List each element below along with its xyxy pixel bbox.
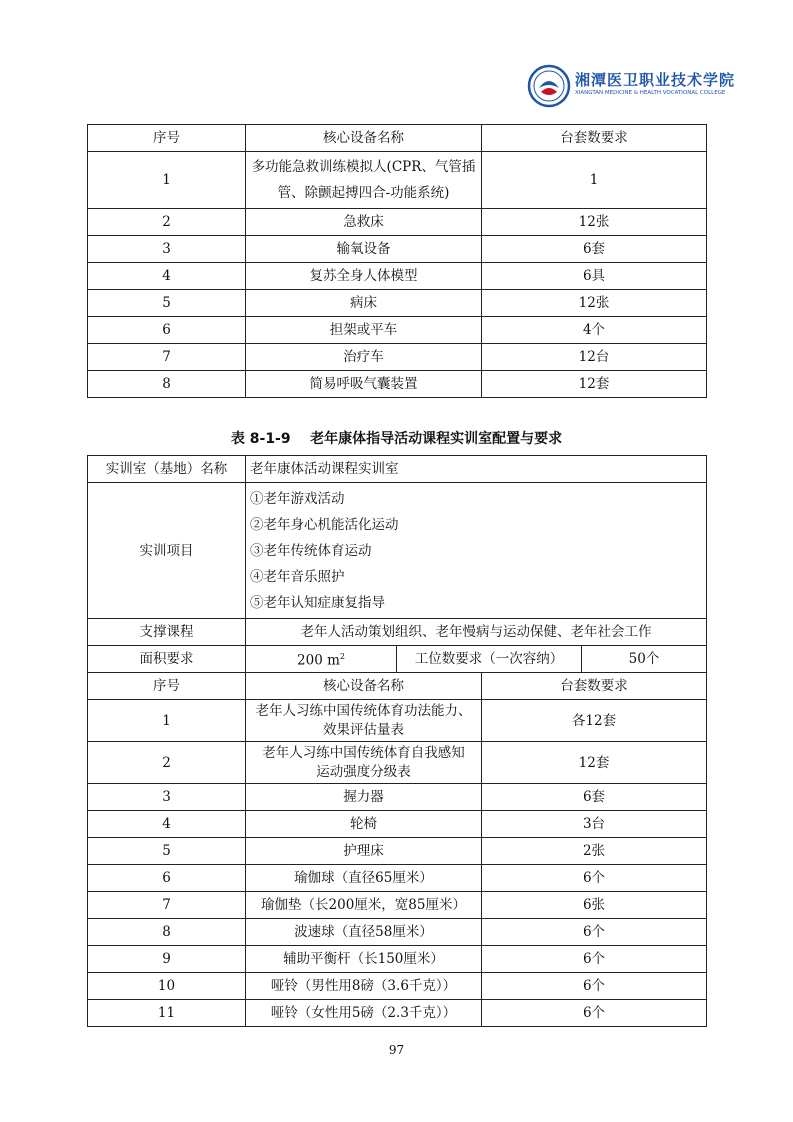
- header-no: 序号: [88, 125, 246, 152]
- logo-english-name: XIANGTAN MEDICINE & HEALTH VOCATIONAL COLLEGE: [575, 90, 726, 96]
- row-qty: 6个: [482, 919, 707, 946]
- area-unit-sup: 2: [339, 652, 345, 662]
- project-label: 实训项目: [88, 483, 246, 619]
- row-qty: 6个: [482, 946, 707, 973]
- row-qty: 6个: [482, 973, 707, 1000]
- college-emblem-icon: [527, 64, 571, 108]
- project-item: ④老年音乐照护: [250, 568, 345, 585]
- row-no: 5: [88, 838, 246, 865]
- project-item: ①老年游戏活动: [250, 490, 345, 507]
- row-no: 1: [88, 152, 246, 209]
- project-item: ③老年传统体育运动: [250, 542, 372, 559]
- row-qty: 6张: [482, 892, 707, 919]
- row-name: 波速球（直径58厘米）: [246, 919, 482, 946]
- station-label: 工位数要求（一次容纳）: [397, 646, 582, 673]
- row-name-line: 效果评估量表: [323, 721, 404, 738]
- row-name: 瑜伽球（直径65厘米）: [246, 865, 482, 892]
- course-value: 老年人活动策划组织、老年慢病与运动保健、老年社会工作: [246, 619, 707, 646]
- row-no: 8: [88, 371, 246, 398]
- row-no: 2: [88, 742, 246, 784]
- college-logo: [527, 64, 736, 108]
- row-no: 4: [88, 263, 246, 290]
- row-qty: 12套: [482, 371, 707, 398]
- row-name-line: 老年人习练中国传统体育功法能力、: [255, 702, 472, 719]
- row-name: 治疗车: [246, 344, 482, 371]
- row-no: 7: [88, 892, 246, 919]
- row-no: 9: [88, 946, 246, 973]
- row-name: [246, 742, 482, 784]
- row-qty: 2张: [482, 838, 707, 865]
- row-qty: 6个: [482, 865, 707, 892]
- row-name: 轮椅: [246, 811, 482, 838]
- row-qty: 1: [482, 152, 707, 209]
- header-name: 核心设备名称: [246, 125, 482, 152]
- row-qty: 各12套: [482, 700, 707, 742]
- row-no: 5: [88, 290, 246, 317]
- row-name: 病床: [246, 290, 482, 317]
- row-name: 辅助平衡杆（长150厘米）: [246, 946, 482, 973]
- row-name: 输氧设备: [246, 236, 482, 263]
- row-no: 1: [88, 700, 246, 742]
- row-no: 3: [88, 784, 246, 811]
- row-qty: 12张: [482, 209, 707, 236]
- project-item: ②老年身心机能活化运动: [250, 516, 399, 533]
- row-no: 3: [88, 236, 246, 263]
- row-no: 6: [88, 865, 246, 892]
- project-item: ⑤老年认知症康复指导: [250, 594, 385, 611]
- area-label: 面积要求: [88, 646, 246, 673]
- table-caption: 表 8-1-9 老年康体指导活动课程实训室配置与要求: [230, 431, 563, 447]
- row-no: 7: [88, 344, 246, 371]
- row-no: 2: [88, 209, 246, 236]
- station-value: 50个: [582, 646, 707, 673]
- row-name: 复苏全身人体模型: [246, 263, 482, 290]
- row-qty: 3台: [482, 811, 707, 838]
- row-no: 4: [88, 811, 246, 838]
- row-qty: 4个: [482, 317, 707, 344]
- page-number: 97: [388, 1043, 405, 1057]
- row-name: 简易呼吸气囊装置: [246, 371, 482, 398]
- area-value-text: 200 m: [297, 652, 340, 669]
- room-label: 实训室（基地）名称: [88, 456, 246, 483]
- row-name: 急救床: [246, 209, 482, 236]
- row-name: 哑铃（女性用5磅（2.3千克））: [246, 1000, 482, 1027]
- row-no: 8: [88, 919, 246, 946]
- row-qty: 12台: [482, 344, 707, 371]
- row-qty: 6具: [482, 263, 707, 290]
- area-value: [246, 646, 397, 673]
- row-name-line: 运动强度分级表: [316, 763, 411, 780]
- header-name: 核心设备名称: [246, 673, 482, 700]
- row-qty: 6套: [482, 236, 707, 263]
- row-name: 握力器: [246, 784, 482, 811]
- row-no: 10: [88, 973, 246, 1000]
- row-qty: 6套: [482, 784, 707, 811]
- row-no: 11: [88, 1000, 246, 1027]
- project-list: [246, 483, 707, 619]
- equipment-table-1: [87, 124, 707, 398]
- row-no: 6: [88, 317, 246, 344]
- course-label: 支撑课程: [88, 619, 246, 646]
- row-name: 哑铃（男性用8磅（3.6千克））: [246, 973, 482, 1000]
- row-name: 瑜伽垫（长200厘米，宽85厘米）: [246, 892, 482, 919]
- logo-chinese-name: 湘潭医卫职业技术学院: [575, 71, 736, 89]
- header-no: 序号: [88, 673, 246, 700]
- equipment-table-2: [87, 455, 707, 1027]
- row-name: 多功能急救训练模拟人(CPR、气管插管、除颤起搏四合-功能系统): [246, 152, 482, 209]
- row-qty: 12套: [482, 742, 707, 784]
- header-qty: 台套数要求: [482, 125, 707, 152]
- row-qty: 6个: [482, 1000, 707, 1027]
- header-qty: 台套数要求: [482, 673, 707, 700]
- row-name: [246, 700, 482, 742]
- room-value: 老年康体活动课程实训室: [246, 456, 707, 483]
- row-name: 担架或平车: [246, 317, 482, 344]
- row-name-line: 老年人习练中国传统体育自我感知: [262, 744, 465, 761]
- row-qty: 12张: [482, 290, 707, 317]
- row-name: 护理床: [246, 838, 482, 865]
